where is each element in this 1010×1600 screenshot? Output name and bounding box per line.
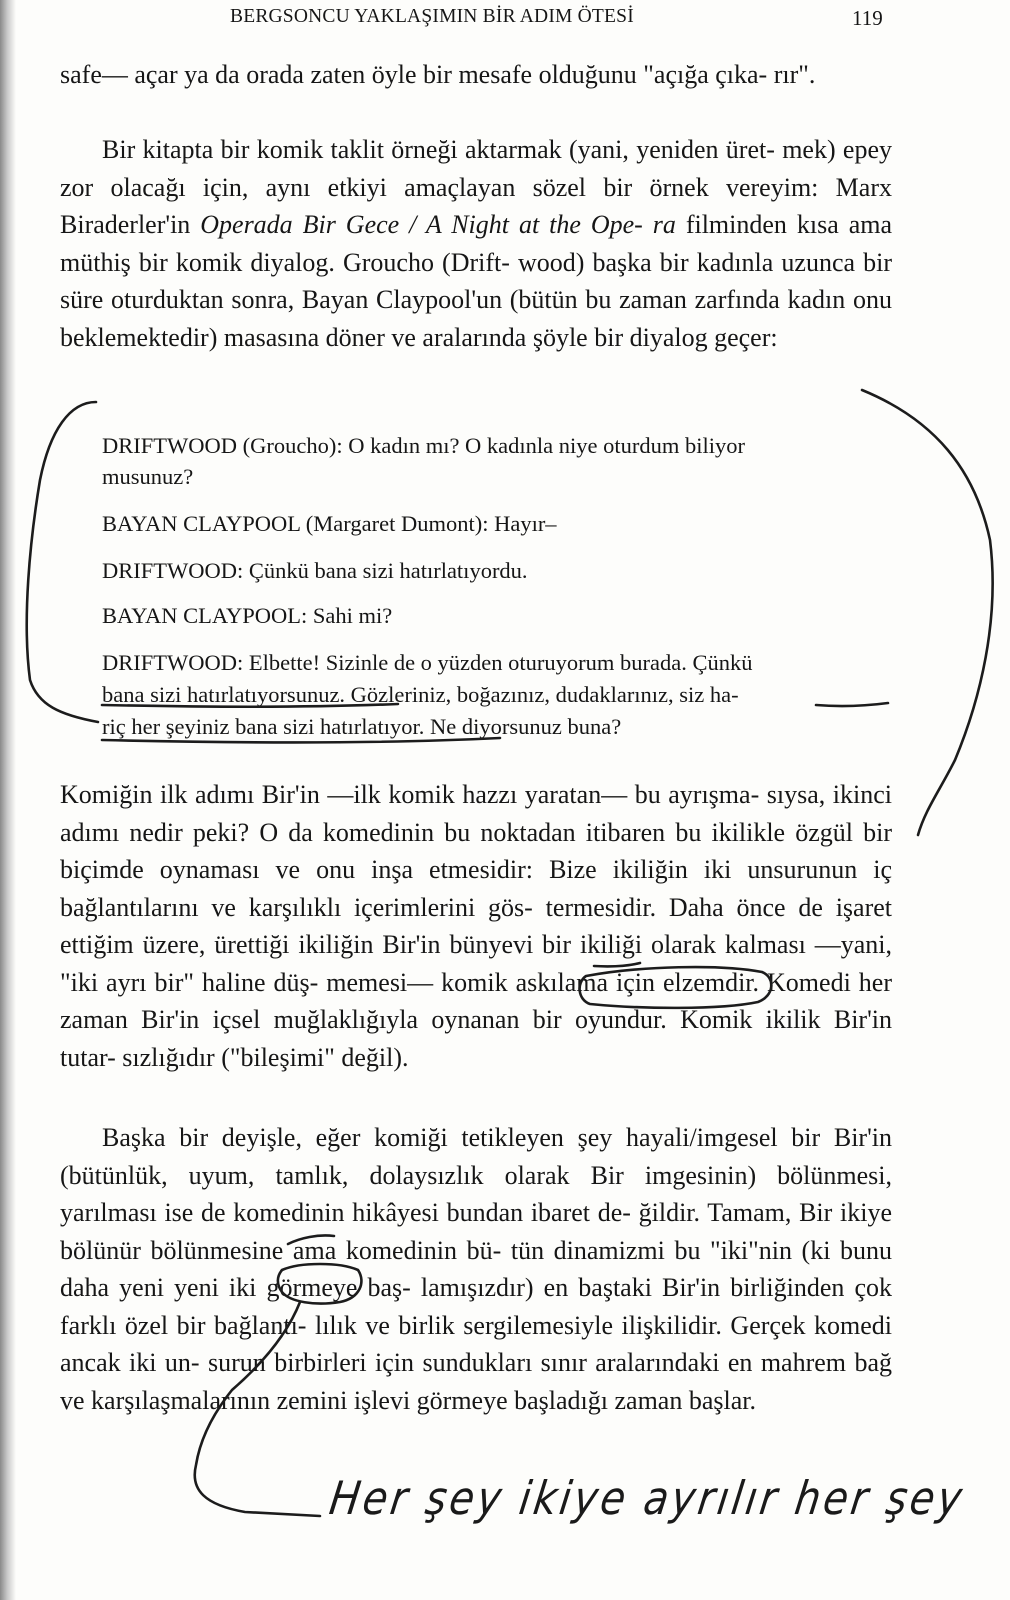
- page-gutter-shadow: [0, 0, 16, 1600]
- page-number: 119: [852, 6, 883, 30]
- paragraph-second-step: Komiğin ilk adımı Bir'in —ilk komik hazzı yaratan— bu ayrışma- sıysa, ikinci adımı nedir peki? O da komedinin bu noktadan itibaren bu ikilikle özgül bir biçimde oynaması ve onu inşa etmesidir: Bize ikiliğin iki unsurunun iç bağlantılarını ve karşılıklı içerimlerini gös- termesidir. Daha önce de işaret ettiğim üzere, ürettiği ikiliğin Bir'in bünyevi bir ikiliği olarak kalması —yani, "iki ayrı bir" haline düş- memesi— komik askılama için elzemdir. Komedi her zaman Bir'in içsel muğlaklığıyla oynanan bir oyundur. Komik ikilik Bir'in tutar- sızlığıdır ("bileşimi" değil).: [60, 780, 892, 1072]
- paragraph-intro-example: [60, 131, 892, 356]
- dialogue-line: BAYAN CLAYPOOL: Sahi mi?: [102, 603, 393, 628]
- film-title: Operada Bir Gece / A Night at the Ope- ra: [200, 210, 676, 239]
- dialogue-line: DRIFTWOOD: Çünkü bana sizi hatırlatıyordu.: [102, 558, 528, 583]
- paragraph-in-other-words: Başka bir deyişle, eğer komiği tetikleyen şey hayali/imgesel bir Bir'in (bütünlük, uyum, tamlık, dolaysızlık olarak Bir imgesinin) bölünmesi, yarılması ise de komedinin hikâyesi bundan ibaret de- ğildir. Tamam, Bir ikiye bölünür bölünmesine ama komedinin bü- tün dinamizmi bu "iki"nin (ki bunu daha yeni yeni iki görmeye baş- lamışızdır) en baştaki Bir'in birliğinden çok farklı özel bir bağlantı- lılık ve birlik sergilemesiyle ilişkilidir. Gerçek komedi ancak iki un- surun birbirleri için sundukları sınır aralarındaki en mahrem bağ ve karşılaşmalarının zemini işlevi görmeye başladığı zaman başlar.: [60, 1123, 892, 1415]
- handwritten-note: Her şey ikiye ayrılır her şey: [326, 1472, 969, 1526]
- dialogue-line: DRIFTWOOD (Groucho): O kadın mı? O kadınla niye oturdum biliyor: [102, 433, 746, 458]
- dialogue-line: BAYAN CLAYPOOL (Margaret Dumont): Hayır–: [102, 511, 557, 536]
- dialogue-left-bracket: [27, 402, 98, 722]
- dialogue-line: bana sizi hatırlatıyorsunuz. Gözleriniz, boğazınız, dudaklarınız, siz ha-: [102, 682, 739, 707]
- dialogue-line: riç her şeyiniz bana sizi hatırlatıyor. Ne diyorsunuz buna?: [102, 714, 622, 739]
- dialogue-line: musunuz?: [102, 464, 194, 489]
- dialogue-line: DRIFTWOOD: Elbette! Sizinle de o yüzden oturuyorum burada. Çünkü: [102, 650, 753, 675]
- running-header: BERGSONCU YAKLAŞIMIN BİR ADIM ÖTESİ: [230, 6, 634, 27]
- paragraph-text: Bir kitapta bir komik taklit örneği aktarmak (yani, yeniden üret- mek) epey zor olacağı için, aynı etkiyi amaçlayan sözel bir örnek vereyim: Marx Biraderler'in: [60, 135, 892, 239]
- paragraph-text: filminden kısa ama müthiş bir komik diyalog. Groucho (Drift- wood) başka bir kadınla uzunca bir süre oturduktan sonra, Bayan Claypool'un (bütün bu zaman zarfında kadın onu beklemektedir) masasına döner ve aralarında şöyle bir diyalog geçer:: [60, 210, 892, 352]
- paragraph-continued: safe— açar ya da orada zaten öyle bir mesafe olduğunu "açığa çıka- rır".: [60, 60, 816, 89]
